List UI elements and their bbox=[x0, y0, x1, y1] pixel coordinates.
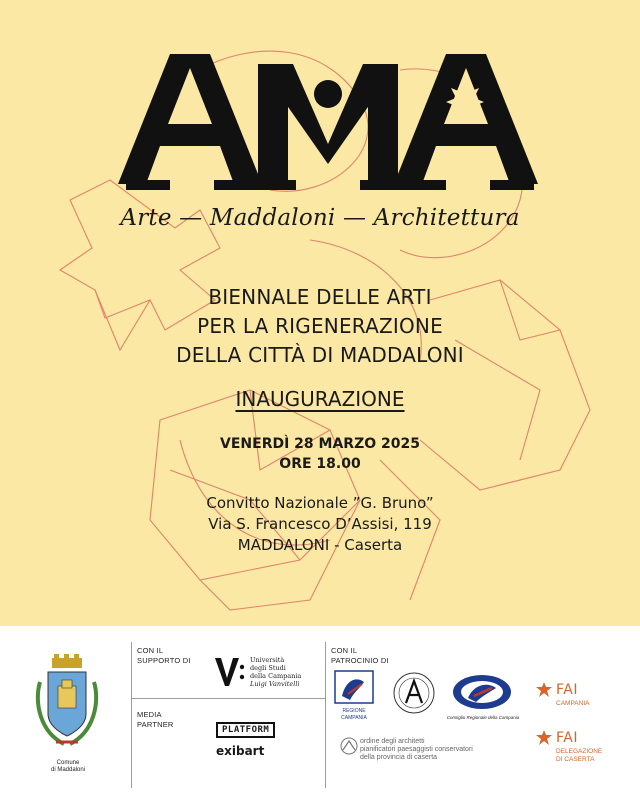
headline-line: BIENNALE DELLE ARTI bbox=[208, 285, 432, 309]
regione-campania-logo-icon bbox=[334, 670, 374, 712]
support-label bbox=[137, 646, 191, 666]
media-label bbox=[137, 710, 174, 730]
event-venue bbox=[0, 493, 640, 556]
venue-line: Convitto Nazionale ”G. Bruno” bbox=[206, 494, 434, 512]
support-label-line: SUPPORTO DI bbox=[137, 656, 191, 665]
platform-logo: PLATFORM bbox=[216, 722, 275, 738]
fai-caserta-sub-line: DI CASERTA bbox=[556, 756, 595, 763]
event-headline bbox=[0, 283, 640, 370]
fai-caserta-sub-line: DELEGAZIONE bbox=[556, 748, 603, 755]
venue-line: MADDALONI - Caserta bbox=[237, 536, 403, 554]
support-label-line: CON IL bbox=[137, 646, 164, 655]
regione-caption: REGIONE CAMPANIA bbox=[341, 708, 367, 721]
comune-caption-line: Comune bbox=[56, 760, 80, 766]
university-line: degli Studi bbox=[250, 664, 286, 672]
patronage-label bbox=[331, 646, 389, 666]
venue-line: Via S. Francesco D’Assisi, 119 bbox=[208, 515, 432, 533]
consiglio-logo-icon bbox=[452, 674, 512, 710]
ordine-line: della provincia di caserta bbox=[360, 754, 438, 761]
fai-campania-name: FAI bbox=[556, 682, 578, 698]
footer-logos bbox=[0, 626, 640, 800]
vanvitelli-logo-icon bbox=[215, 658, 245, 686]
consiglio-caption: Consiglio Regionale della Campania bbox=[446, 715, 520, 720]
event-time: ORE 18.00 bbox=[279, 456, 361, 472]
headline-line: PER LA RIGENERAZIONE bbox=[197, 314, 443, 338]
comune-crest-icon bbox=[30, 652, 104, 758]
ordine-architetti-icon bbox=[340, 737, 358, 755]
patronage-label-line: CON IL bbox=[331, 646, 358, 655]
university-line: della Campania bbox=[250, 672, 302, 680]
university-line: Università bbox=[250, 656, 285, 664]
event-datetime bbox=[0, 434, 640, 474]
headline-line: DELLA CITTÀ DI MADDALONI bbox=[176, 343, 464, 367]
university-name bbox=[250, 656, 301, 688]
event-date: VENERDÌ 28 MARZO 2025 bbox=[220, 436, 420, 452]
ordine-architetti-text bbox=[360, 738, 473, 762]
exibart-logo: exibart bbox=[216, 744, 265, 758]
comune-caption-line: di Maddaloni bbox=[50, 767, 86, 773]
comune-caption bbox=[44, 760, 92, 774]
divider bbox=[131, 642, 132, 788]
inauguration-heading bbox=[0, 387, 640, 411]
event-subtitle: Arte — Maddaloni — Architettura bbox=[120, 205, 520, 231]
media-label-line: PARTNER bbox=[137, 720, 174, 729]
fai-logo-icon bbox=[536, 682, 552, 700]
inauguration-text: INAUGURAZIONE bbox=[235, 387, 405, 411]
media-label-line: MEDIA bbox=[137, 710, 162, 719]
fai-campania-sub: CAMPANIA bbox=[556, 700, 590, 707]
fai-caserta-sub bbox=[556, 748, 602, 764]
fai-logo-icon bbox=[536, 730, 552, 748]
divider bbox=[325, 642, 326, 788]
divider bbox=[131, 698, 325, 699]
patronage-label-line: PATROCINIO DI bbox=[331, 656, 389, 665]
ordine-line: pianificatori paesaggisti conservatori bbox=[360, 746, 473, 753]
fai-caserta-name: FAI bbox=[556, 730, 578, 746]
ordine-line: ordine degli architetti bbox=[360, 738, 425, 745]
ama-logotype bbox=[118, 54, 538, 204]
a-seal-icon bbox=[393, 672, 435, 714]
university-line: Luigi Vanvitelli bbox=[250, 680, 300, 688]
